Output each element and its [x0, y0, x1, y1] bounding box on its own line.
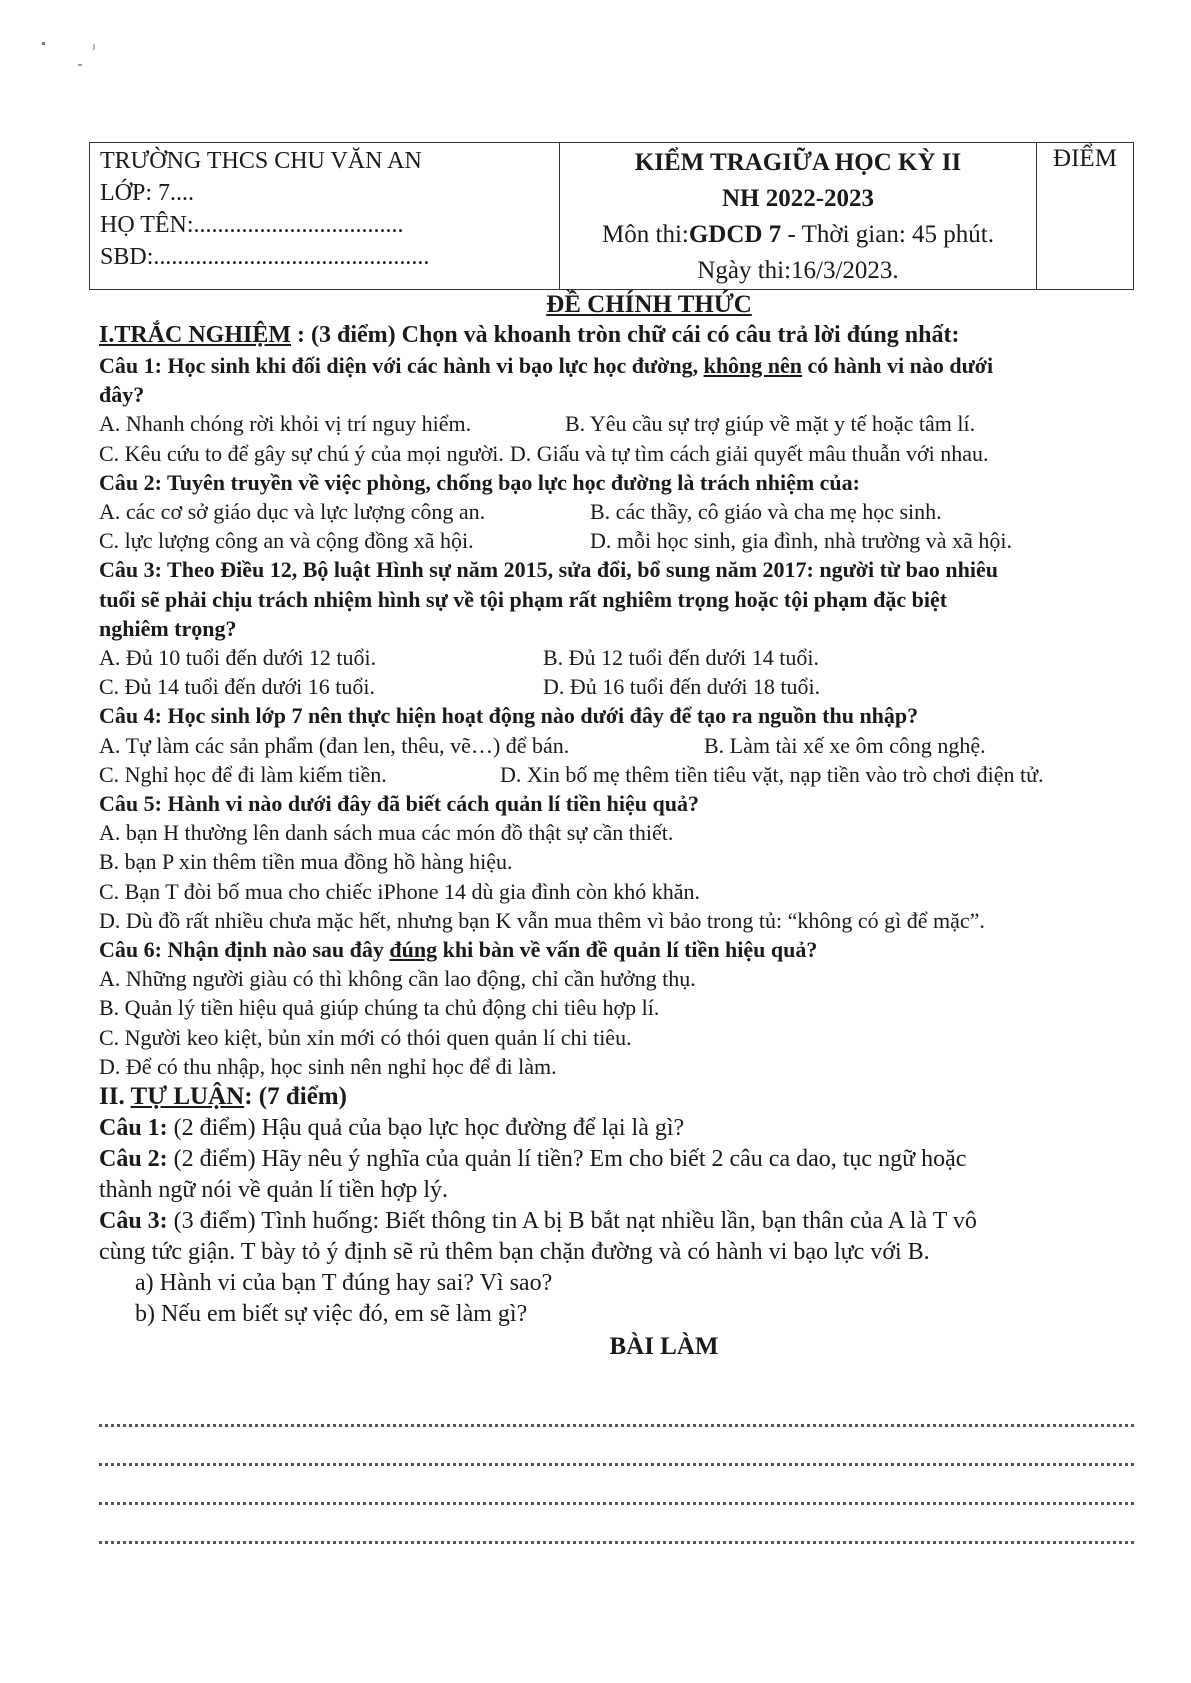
scan-speck — [78, 64, 82, 66]
option-b[interactable]: B. Đủ 12 tuổi đến dưới 14 tuổi. — [543, 645, 819, 671]
option-d[interactable]: D. Dù đồ rất nhiều chưa mặc hết, nhưng bạn K vẫn mua thêm vì bảo trong tủ: “không có gì để mặc”. — [99, 907, 985, 933]
answer-section-title: BÀI LÀM — [609, 1333, 719, 1361]
option-b[interactable]: B. Quản lý tiền hiệu quả giúp chúng ta chủ động chi tiêu hợp lí. — [99, 995, 660, 1021]
question-text: (3 điểm) Tình huống: Biết thông tin A bị B bắt nạt nhiều lần, bạn thân của A là T vô — [167, 1208, 977, 1235]
question-label: Câu 4: — [99, 703, 162, 729]
option-a[interactable]: A. các cơ sở giáo dục và lực lượng công an. — [99, 499, 486, 525]
question-5 — [99, 789, 1139, 818]
question-label: Câu 5: — [99, 791, 162, 817]
option-b[interactable]: B. các thầy, cô giáo và cha mẹ học sinh. — [590, 499, 942, 525]
question-label: Câu 1: — [99, 1115, 168, 1142]
subject-name: GDCD 7 — [688, 221, 782, 248]
question-text: Tuyên truyền về việc phòng, chống bạo lực học đường là trách nhiệm của: — [161, 469, 860, 495]
q3-options-row-1 — [99, 643, 1139, 672]
exam-content — [99, 290, 1139, 1364]
q3-options-row-2 — [99, 672, 1139, 701]
exam-info-cell — [560, 143, 1037, 290]
score-cell — [1037, 143, 1134, 290]
school-name: TRƯỜNG THCS CHU VĂN AN — [100, 148, 422, 174]
official-label: ĐỀ CHÍNH THỨC — [546, 291, 752, 318]
question-text: Học sinh lớp 7 nên thực hiện hoạt động nào dưới đây để tạo ra nguồn thu nhập? — [161, 703, 919, 729]
question-text: Học sinh khi đối diện với các hành vi bạo lực học đường, — [161, 353, 704, 378]
question-label: Câu 3: — [99, 1208, 168, 1235]
section-1-instruction: : (3 điểm) Chọn và khoanh tròn chữ cái có câu trả lời đúng nhất: — [291, 322, 960, 348]
answer-lines[interactable] — [99, 1388, 1134, 1544]
answer-line[interactable] — [99, 1466, 1134, 1505]
option-d[interactable]: D. Xin bố mẹ thêm tiền tiêu vặt, nạp tiền vào trò chơi điện tử. — [500, 761, 1044, 787]
exam-title: KIỂM TRAGIỮA HỌC KỲ II — [634, 149, 962, 176]
q4-options-row-2 — [99, 760, 1139, 789]
q1-options-row-1 — [99, 409, 1139, 438]
class-field: LỚP: 7.... — [100, 180, 195, 206]
question-label: Câu 3: — [99, 557, 162, 583]
answer-line[interactable] — [99, 1427, 1134, 1466]
option-c[interactable]: C. Bạn T đòi bố mua cho chiếc iPhone 14 dù gia đình còn khó khăn. — [99, 878, 701, 904]
score-label: ĐIỂM — [1053, 145, 1117, 172]
question-text: (2 điểm) Hãy nêu ý nghĩa của quản lí tiền? Em cho biết 2 câu ca dao, tục ngữ hoặc — [167, 1146, 967, 1173]
option-a[interactable]: A. bạn H thường lên danh sách mua các món đồ thật sự cần thiết. — [99, 820, 674, 846]
essay-question-3b: b) Nếu em biết sự việc đó, em sẽ làm gì? — [135, 1301, 528, 1328]
question-3-continued: tuổi sẽ phải chịu trách nhiệm hình sự về tội phạm rất nghiêm trọng hoặc tội phạm đặc biệt — [99, 586, 948, 612]
question-label: Câu 6: — [99, 937, 162, 963]
question-4 — [99, 701, 1139, 730]
section-1-title: I.TRẮC NGHIỆM — [99, 322, 292, 348]
question-emphasis: không nên — [703, 353, 803, 378]
question-text: (2 điểm) Hậu quả của bạo lực học đường để lại là gì? — [167, 1115, 685, 1142]
subject-prefix: Môn thi: — [602, 221, 689, 248]
scan-speck — [93, 44, 95, 50]
option-d[interactable]: D. Đủ 16 tuổi đến dưới 18 tuổi. — [543, 674, 821, 700]
question-1-continued: đây? — [99, 382, 145, 408]
student-name-field: HỌ TÊN:................................... — [100, 212, 404, 238]
q1-options-row-2 — [99, 439, 1139, 468]
option-d[interactable]: D. Để có thu nhập, học sinh nên nghỉ học để đi làm. — [99, 1053, 557, 1079]
question-text: khi bàn về vấn đề quản lí tiền hiệu quả? — [437, 937, 818, 963]
essay-question-2-continued: thành ngữ nói về quản lí tiền hợp lý. — [99, 1177, 448, 1204]
q2-options-row-2 — [99, 526, 1139, 555]
option-c[interactable]: C. Đủ 14 tuổi đến dưới 16 tuổi. — [99, 674, 375, 700]
essay-question-3 — [99, 1206, 1139, 1237]
option-c[interactable]: C. Người keo kiệt, bủn xỉn mới có thói quen quản lí chi tiêu. — [99, 1024, 632, 1050]
scan-speck — [42, 42, 45, 45]
question-text: có hành vi nào dưới — [802, 353, 994, 378]
essay-question-1 — [99, 1113, 1139, 1144]
option-c[interactable]: C. Kêu cứu to để gây sự chú ý của mọi người. — [99, 440, 504, 466]
answer-line[interactable] — [99, 1505, 1134, 1544]
school-year: NH 2022-2023 — [721, 185, 875, 212]
option-a[interactable]: A. Tự làm các sản phẩm (đan len, thêu, vẽ…) để bán. — [99, 732, 570, 758]
question-2 — [99, 468, 1139, 497]
option-d[interactable]: D. mỗi học sinh, gia đình, nhà trường và xã hội. — [590, 528, 1012, 554]
question-label: Câu 1: — [99, 353, 162, 378]
question-1 — [99, 351, 1139, 380]
option-a[interactable]: A. Đủ 10 tuổi đến dưới 12 tuổi. — [99, 645, 377, 671]
answer-line[interactable] — [99, 1388, 1134, 1427]
sbd-field: SBD:.............................................. — [100, 244, 430, 270]
section-2-suffix: : (7 điểm) — [244, 1083, 347, 1111]
q4-options-row-1 — [99, 731, 1139, 760]
essay-question-3a: a) Hành vi của bạn T đúng hay sai? Vì sao? — [135, 1270, 553, 1297]
question-text: Hành vi nào dưới đây đã biết cách quản lí tiền hiệu quả? — [161, 791, 699, 817]
exam-header-table — [89, 142, 1134, 290]
exam-date: Ngày thi:16/3/2023. — [697, 257, 899, 284]
option-c[interactable]: C. lực lượng công an và cộng đồng xã hội. — [99, 528, 474, 554]
student-info-cell — [90, 143, 560, 290]
section-2-prefix: II. — [99, 1083, 131, 1111]
option-a[interactable]: A. Nhanh chóng rời khỏi vị trí nguy hiểm. — [99, 411, 472, 437]
question-label: Câu 2: — [99, 469, 162, 495]
essay-question-3-continued: cùng tức giận. T bày tỏ ý định sẽ rủ thêm bạn chặn đường và có hành vi bạo lực với B. — [99, 1239, 930, 1266]
option-c[interactable]: C. Nghỉ học để đi làm kiếm tiền. — [99, 761, 387, 787]
q2-options-row-1 — [99, 497, 1139, 526]
question-6 — [99, 935, 1139, 964]
option-d[interactable]: D. Giấu và tự tìm cách giải quyết mâu thuẫn với nhau. — [509, 440, 989, 466]
option-b[interactable]: B. bạn P xin thêm tiền mua đồng hồ hàng hiệu. — [99, 849, 513, 875]
section-2-title: TỰ LUẬN — [130, 1083, 245, 1111]
question-3-continued: nghiêm trọng? — [99, 615, 237, 641]
question-3 — [99, 555, 1139, 584]
option-b[interactable]: B. Làm tài xế xe ôm công nghệ. — [704, 732, 986, 758]
subject-line — [560, 217, 1036, 253]
section-2-heading — [99, 1081, 1139, 1113]
question-label: Câu 2: — [99, 1146, 168, 1173]
question-emphasis: đúng — [389, 937, 438, 963]
essay-question-2 — [99, 1144, 1139, 1175]
question-text: Theo Điều 12, Bộ luật Hình sự năm 2015, sửa đổi, bổ sung năm 2017: người từ bao nhiêu — [161, 557, 998, 583]
exam-duration: - Thời gian: 45 phút. — [781, 221, 994, 248]
option-b[interactable]: B. Yêu cầu sự trợ giúp về mặt y tế hoặc tâm lí. — [565, 411, 976, 437]
question-text: Nhận định nào sau đây — [161, 937, 390, 963]
section-1-heading — [99, 320, 1139, 351]
option-a[interactable]: A. Những người giàu có thì không cần lao động, chỉ cần hưởng thụ. — [99, 966, 696, 992]
